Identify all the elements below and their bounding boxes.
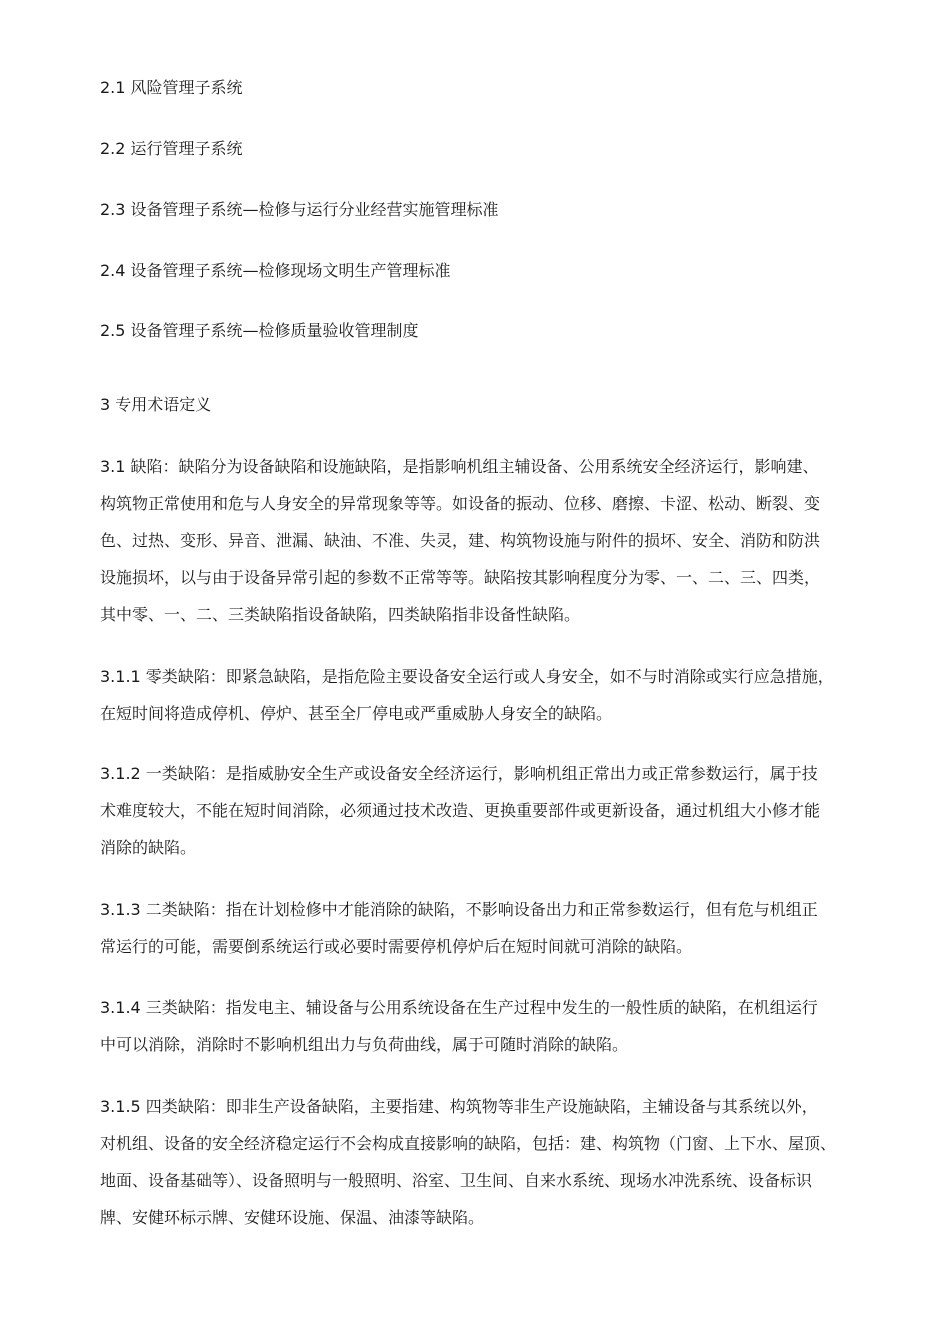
paragraph-line: 消除的缺陷。 (100, 838, 197, 857)
paragraph-line: 3.1.5 四类缺陷：即非生产设备缺陷，主要指建、构筑物等非生产设施缺陷，主辅设备与其系统以外， (100, 1097, 818, 1116)
section-heading: 3 专用术语定义 (100, 395, 212, 414)
reference-item: 2.3 设备管理子系统—检修与运行分业经营实施管理标准 (100, 200, 499, 219)
paragraph-line: 3.1.1 零类缺陷：即紧急缺陷，是指危险主要设备安全运行或人身安全，如不与时消除或实行应急措施， (100, 667, 834, 686)
definition-paragraph (100, 891, 870, 965)
paragraph-line: 中可以消除，消除时不影响机组出力与负荷曲线，属于可随时消除的缺陷。 (100, 1035, 629, 1054)
paragraph-line: 设施损坏，以与由于设备异常引起的参数不正常等等。缺陷按其影响程度分为零、一、二、三、四类， (100, 568, 821, 587)
paragraph-line: 牌、安健环标示牌、安健环设施、保温、油漆等缺陷。 (100, 1208, 485, 1227)
paragraph-line: 色、过热、变形、异音、泄漏、缺油、不准、失灵，建、构筑物设施与附件的损坏、安全、消防和防洪 (100, 531, 821, 550)
reference-item: 2.5 设备管理子系统—检修质量验收管理制度 (100, 321, 419, 340)
definition-paragraph (100, 755, 870, 866)
paragraph-line: 在短时间将造成停机、停炉、甚至全厂停电或严重威胁人身安全的缺陷。 (100, 704, 613, 723)
definition-paragraph (100, 989, 870, 1063)
paragraph-line: 其中零、一、二、三类缺陷指设备缺陷，四类缺陷指非设备性缺陷。 (100, 605, 581, 624)
reference-item: 2.4 设备管理子系统—检修现场文明生产管理标准 (100, 261, 451, 280)
paragraph-line: 地面、设备基础等）、设备照明与一般照明、浴室、卫生间、自来水系统、现场水冲洗系统、设备标识 (100, 1171, 813, 1190)
definition-paragraph (100, 658, 870, 732)
paragraph-line: 3.1.2 一类缺陷：是指威胁安全生产或设备安全经济运行，影响机组正常出力或正常参数运行，属于技 (100, 764, 818, 783)
paragraph-line: 术难度较大，不能在短时间消除，必须通过技术改造、更换重要部件或更新设备，通过机组大小修才能 (100, 801, 821, 820)
paragraph-line: 构筑物正常使用和危与人身安全的异常现象等等。如设备的振动、位移、磨擦、卡涩、松动、断裂、变 (100, 494, 821, 513)
definition-paragraph (100, 1088, 870, 1236)
reference-item: 2.2 运行管理子系统 (100, 139, 243, 158)
paragraph-line: 对机组、设备的安全经济稳定运行不会构成直接影响的缺陷，包括：建、构筑物（门窗、上下水、屋顶、 (100, 1134, 837, 1153)
paragraph-line: 3.1 缺陷：缺陷分为设备缺陷和设施缺陷，是指影响机组主辅设备、公用系统安全经济运行，影响建、 (100, 457, 819, 476)
paragraph-line: 3.1.4 三类缺陷：指发电主、辅设备与公用系统设备在生产过程中发生的一般性质的缺陷，在机组运行 (100, 998, 818, 1017)
paragraph-line: 3.1.3 二类缺陷：指在计划检修中才能消除的缺陷，不影响设备出力和正常参数运行，但有危与机组正 (100, 900, 818, 919)
definition-paragraph (100, 448, 870, 633)
paragraph-line: 常运行的可能，需要倒系统运行或必要时需要停机停炉后在短时间就可消除的缺陷。 (100, 937, 693, 956)
reference-item: 2.1 风险管理子系统 (100, 78, 243, 97)
